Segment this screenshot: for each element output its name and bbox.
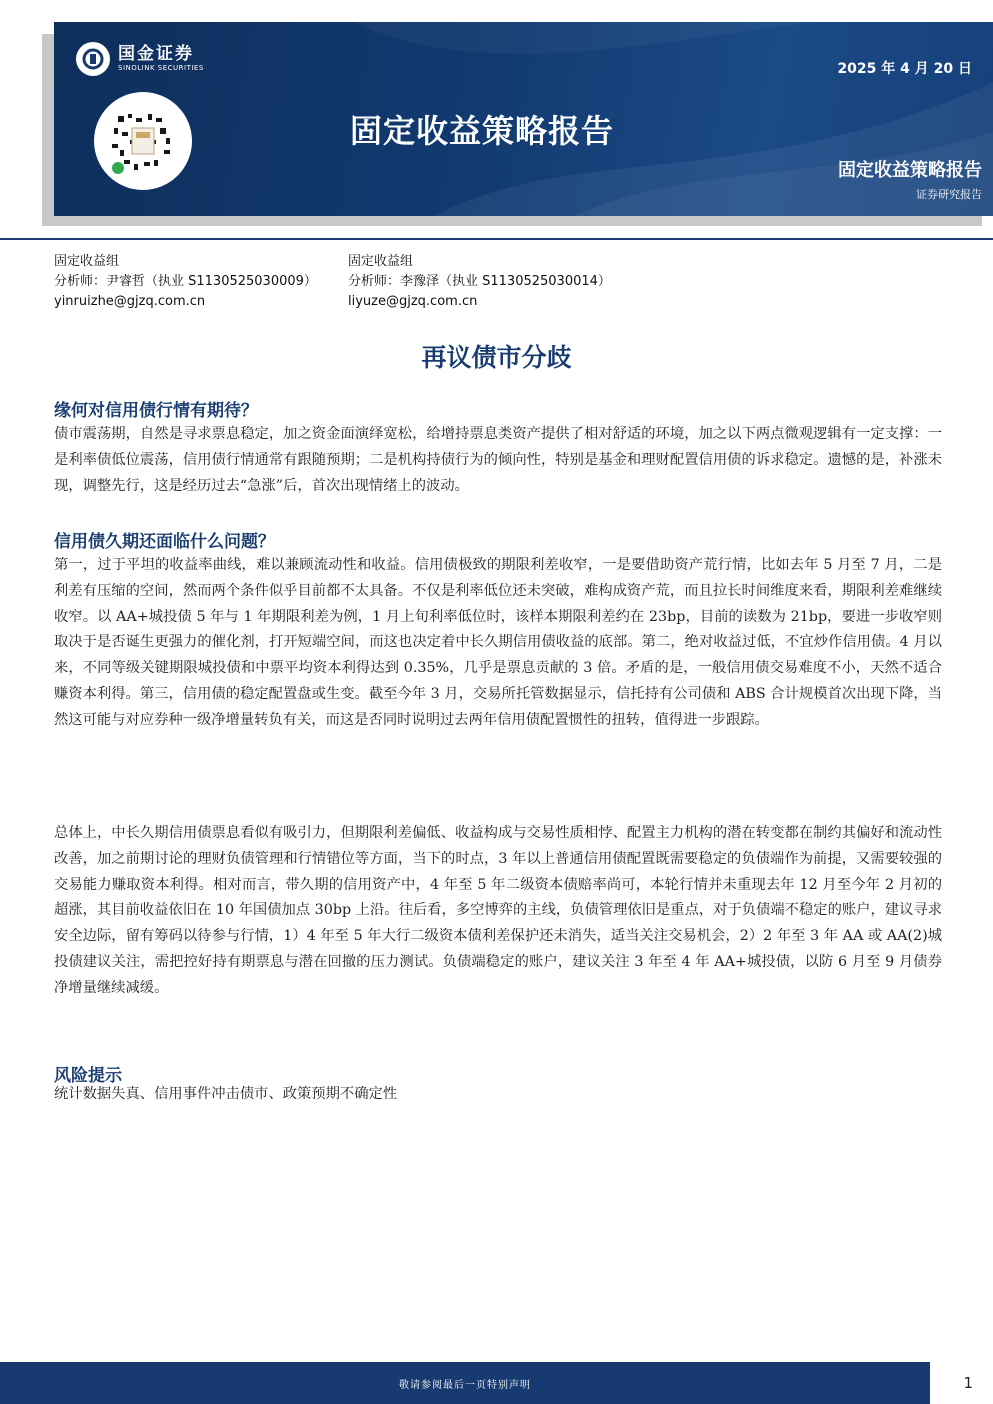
analyst-email[interactable]: liyuze@gjzq.com.cn [348, 294, 478, 309]
section-heading-duration-issues: 信用债久期还面临什么问题？ [54, 532, 275, 552]
logo-name-en: SINOLINK SECURITIES [118, 64, 204, 72]
banner-title: 固定收益策略报告 [350, 112, 615, 150]
section-heading-risk: 风险提示 [54, 1066, 122, 1086]
logo-mark-icon [76, 42, 110, 76]
report-date: 2025 年 4 月 20 日 [837, 61, 972, 77]
footer-disclaimer-link[interactable]: 敬请参阅最后一页特别声明 [399, 1380, 531, 1391]
report-title: 再议债市分歧 [421, 343, 572, 372]
section-paragraph: 统计数据失真、信用事件冲击债市、政策预期不确定性 [54, 1086, 398, 1102]
section-heading-credit-expectations: 缘何对信用债行情有期待？ [54, 401, 258, 421]
analyst-group: 固定收益组 [54, 254, 120, 269]
report-type-tag: 证券研究报告 [916, 188, 982, 201]
header-divider [0, 238, 993, 240]
section-paragraph: 第一，过于平坦的收益率曲线，难以兼顾流动性和收益。信用债极致的期限利差收窄，一是要借助资产荒行情，比如去年 5 月至 7 月，二是利差有压缩的空间，然而两个条件似乎目前都不太具备。不仅是利率低位还未突破，难构成资产荒，而且拉长时间维度来看，期限利差难继续收窄。以 AA+城投债 5 年与 1 年期限利差为例，1 月上旬利率低位时，该样本期限利差约在 23bp，目前的读数为 21bp，要进一步收窄则取决于是否诞生更强力的催化剂，打开短端空间，而这也决定着中长久期信用债收益的底部。第二，绝对收益过低，不宜炒作信用债。4 月以来，不同等级关键期限城投债和中票平均资本利得达到 0.35%，几乎是票息贡献的 3 倍。矛盾的是，一般信用债交易难度不小，天然不适合赚资本利得。第三，信用债的稳定配置盘或生变。截至今年 3 月，交易所托管数据显示，信托持有公司债和 ABS 合计规模首次出现下降，当然这可能与对应券种一级净增量转负有关，而这是否同时说明过去两年信用债配置惯性的扭转，值得进一步跟踪。 [54, 557, 942, 728]
analyst-block-1 [54, 252, 317, 312]
report-banner [54, 22, 993, 216]
page-number: 1 [963, 1374, 973, 1392]
analyst-block-2 [348, 252, 611, 312]
section-paragraph: 债市震荡期，自然是寻求票息稳定，加之资金面演绎宽松，给增持票息类资产提供了相对舒适的环境，加之以下两点微观逻辑有一定支撑：一是利率债低位震荡，信用债行情通常有跟随预期；二是机构持债行为的倾向性，特别是基金和理财配置信用债的诉求稳定。遗憾的是，补涨未现，调整先行，这是经历过去“急涨”后，首次出现情绪上的波动。 [54, 426, 942, 494]
section-paragraph: 总体上，中长久期信用债票息看似有吸引力，但期限利差偏低、收益构成与交易性质相悖、配置主力机构的潜在转变都在制约其偏好和流动性改善，加之前期讨论的理财负债管理和行情错位等方面，当下的时点，3 年以上普通信用债配置既需要稳定的负债端作为前提，又需要较强的交易能力赚取资本利得。相对而言，带久期的信用资产中，4 年至 5 年二级资本债赔率尚可，本轮行情并未重现去年 12 月至今年 2 月初的超涨，其目前收益依旧在 10 年国债加点 30bp 上沿。往后看，多空博弈的主线，负债管理依旧是重点，对于负债端不稳定的账户，建议寻求安全边际，留有筹码以待参与行情，1）4 年至 5 年大行二级资本债利差保护还未消失，适当关注交易机会，2）2 年至 3 年 AA 或 AA(2)城投债建议关注，需把控好持有期票息与潜在回撤的压力测试。负债端稳定的账户，建议关注 3 年至 4 年 AA+城投债，以防 6 月至 9 月债券净增量继续减缓。 [54, 825, 942, 996]
banner-subtitle: 固定收益策略报告 [838, 160, 982, 181]
logo-name-cn: 国金证券 [118, 44, 194, 64]
company-logo [76, 42, 204, 76]
analyst-group: 固定收益组 [348, 254, 414, 269]
analyst-name: 分析师：李豫泽（执业 S1130525030014） [348, 274, 611, 289]
analyst-email[interactable]: yinruizhe@gjzq.com.cn [54, 294, 206, 309]
qr-code-icon[interactable] [94, 92, 192, 190]
analyst-name: 分析师：尹睿哲（执业 S1130525030009） [54, 274, 317, 289]
